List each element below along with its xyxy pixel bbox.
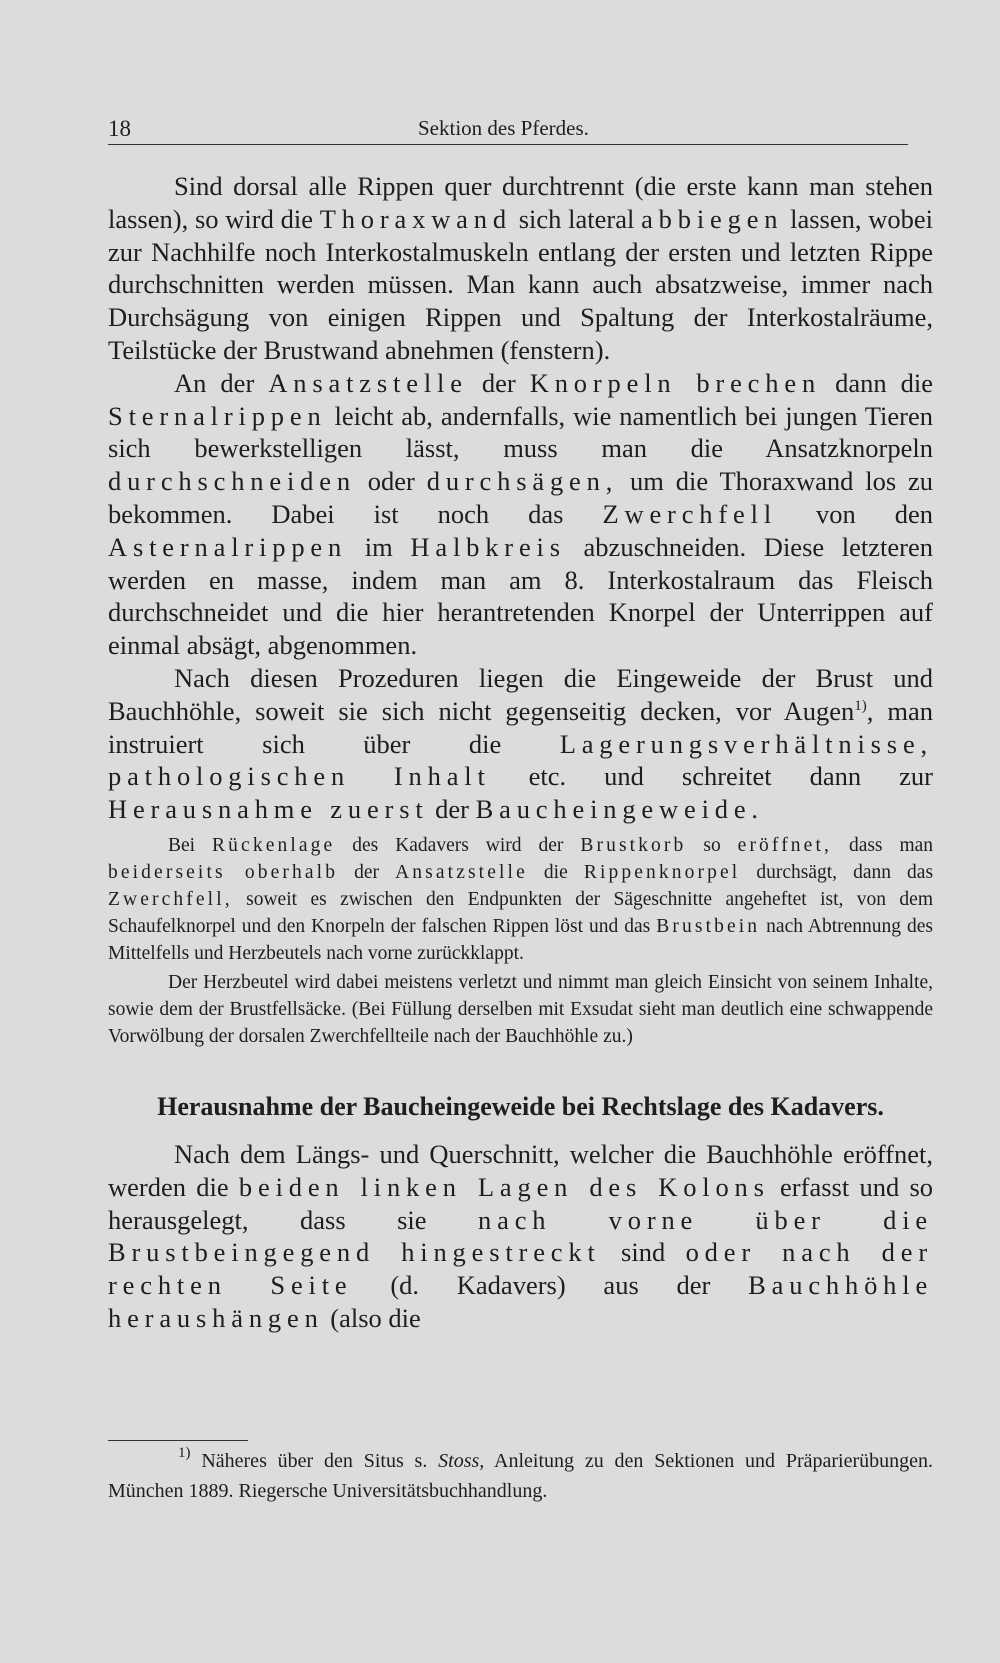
text-run: die	[543, 861, 568, 883]
spaced-term: Herausnahme zuerst	[108, 794, 429, 825]
spaced-term: durchsägen,	[426, 466, 619, 497]
text-run: An der	[174, 367, 255, 398]
spaced-term: durchschneiden	[108, 466, 356, 497]
spaced-term: Halbkreis	[410, 531, 566, 562]
footnote-divider	[108, 1440, 248, 1441]
spaced-term: Baucheingeweide.	[475, 794, 764, 825]
text-run: , man instruiert sich über die	[108, 695, 934, 759]
spaced-term: nach vorne über die Brustbeingegend hingestreckt	[108, 1204, 933, 1268]
text-run: sind	[621, 1237, 666, 1268]
paragraph-3	[108, 662, 933, 826]
section-heading: Herausnahme der Baucheingeweide bei Rechtslage des Kadavers.	[157, 1091, 884, 1121]
spaced-term: Ansatzstelle	[395, 861, 528, 883]
spaced-term: Rippenknorpel	[583, 861, 741, 883]
text-run: von den	[816, 498, 934, 529]
text-run: so	[703, 834, 721, 856]
text-run: der	[435, 794, 469, 825]
text-run: sich lateral	[518, 203, 635, 234]
spaced-term: beiderseits oberhalb	[108, 861, 339, 883]
spaced-term: Zwerchfell	[602, 498, 778, 529]
spaced-term: pathologischen Inhalt	[108, 761, 491, 792]
text-run: Nach diesen Prozeduren liegen die Eingeweide der Brust und Bauchhöhle, soweit sie sich nicht gegenseitig decken, vor Augen	[108, 662, 933, 726]
text-run: des Kadavers wird der	[352, 834, 564, 856]
spaced-term: Ansatzstelle	[268, 367, 468, 398]
spaced-term: Zwerchfell,	[108, 888, 233, 910]
text-run: (d. Kadavers) aus der	[390, 1270, 711, 1301]
spaced-term: abbiegen	[641, 203, 784, 234]
text-run: dann die	[835, 367, 934, 398]
page-number: 18	[108, 116, 131, 141]
text-run: soweit es zwischen den Endpunkten der Sägeschnitte angeheftet ist, von dem Schaufelknorpel und den Knorpeln der falschen Rippen löst und das	[108, 888, 934, 937]
spaced-term: Bauchhöhle heraushängen	[108, 1270, 934, 1333]
text-run: um die Thoraxwand los zu bekommen. Dabei ist noch das	[108, 466, 934, 529]
text-run: der	[481, 367, 516, 398]
running-title: Sektion des Pferdes.	[418, 116, 589, 140]
paragraph-1	[108, 170, 933, 367]
text-run: Sind dorsal alle Rippen quer durchtrennt (die erste kann man stehen lassen), so wird die	[108, 171, 933, 234]
spaced-term: Thoraxwand	[319, 203, 512, 234]
text-run: oder	[367, 466, 415, 497]
text-run: etc. und schreitet dann zur	[528, 761, 934, 792]
text-run: Nach dem Längs- und Querschnitt, welcher die Bauchhöhle eröffnet, werden die	[108, 1138, 933, 1202]
footnote	[108, 1446, 933, 1506]
spaced-term: Sternalrippen	[108, 400, 327, 431]
text-run: Näheres über den Situs s.	[201, 1450, 428, 1472]
text-run: im	[364, 531, 393, 562]
text-run: Bei	[168, 834, 196, 856]
paragraph-2	[108, 367, 933, 662]
text-run: der	[354, 861, 380, 883]
paragraph-4	[108, 1138, 933, 1335]
text-run: lassen, wobei zur Nachhilfe noch Interkostalmuskeln entlang der ersten und letzten Rippe durchschnitten werden müssen. Man kann auch absatzweise, immer nach Durchsägung von einigen Rippen und Spaltung der Interkostalräume, Teilstücke der Brustwand abnehmen (fenstern).	[108, 203, 934, 365]
page-header	[108, 112, 908, 145]
author-name: Stoss,	[438, 1450, 485, 1472]
text-run: abzuschneiden. Diese letzteren werden en masse, indem man am 8. Interkostalraum das Fleisch durchschneidet und die hier herantretenden Knorpel der Unterrippen auf einmal absägt, abgenommen.	[108, 531, 934, 661]
footnote-reference: 1)	[854, 697, 867, 714]
text-run: dass man	[848, 834, 934, 856]
spaced-term: beiden linken Lagen des Kolons	[238, 1171, 770, 1202]
small-paragraph-1	[108, 832, 933, 967]
text-run: leicht ab, andernfalls, wie namentlich bei jungen Tieren sich bewerkstelligen lässt, muss man die Ansatzknorpeln	[108, 400, 933, 464]
spaced-term: Brustbein	[656, 915, 761, 937]
text-run: (also die	[330, 1302, 421, 1333]
spaced-term: Rückenlage	[212, 834, 336, 856]
spaced-term: Knorpeln brechen	[529, 367, 822, 398]
spaced-term: eröffnet,	[737, 834, 832, 856]
page-body	[108, 170, 933, 1335]
spaced-term: oder nach der rechten Seite	[108, 1237, 934, 1301]
spaced-term: Lagerungsverhältnisse,	[559, 728, 933, 759]
spaced-term: Asternalrippen	[108, 531, 348, 562]
text-run: erfasst und so herausgelegt, dass sie	[108, 1171, 934, 1235]
spaced-term: Brustkorb	[580, 834, 687, 856]
small-paragraph-2: Der Herzbeutel wird dabei meistens verletzt und nimmt man gleich Einsicht von seinem Inhalte, sowie dem der Brustfellsäcke. (Bei Füllung derselben mit Exsudat sieht man deutlich eine schwappende Vorwölbung der dorsalen Zwerchfellteile nach der Bauchhöhle zu.)	[108, 971, 933, 1047]
footnote-marker: 1)	[178, 1445, 191, 1461]
text-run: Anleitung zu den Sektionen und Präparierübungen. München 1889. Riegersche Universitätsbuchhandlung.	[108, 1450, 934, 1502]
text-run: nach Abtrennung des Mittelfells und Herzbeutels nach vorne zurückklappt.	[108, 915, 934, 964]
text-run: durchsägt, dann das	[756, 861, 934, 883]
